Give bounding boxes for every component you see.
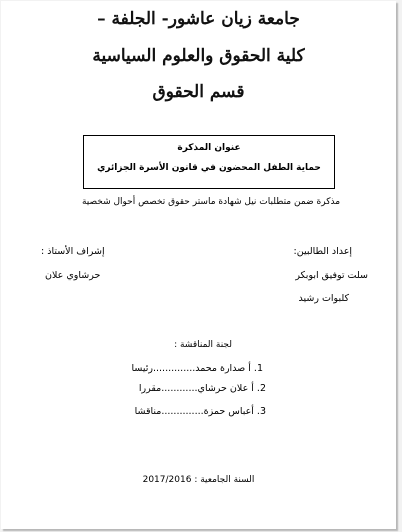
committee-member-1: 1. أ صدارة محمد..............رئيسا <box>131 363 263 374</box>
thesis-title: حماية الطفل المحضون في قانون الأسرة الجزائري <box>97 163 321 173</box>
department-name: قسم الحقوق <box>152 82 245 102</box>
authors-label: إعداد الطالبين: <box>293 246 352 257</box>
university-name: جامعة زيان عاشور- الجلفة – <box>97 9 300 29</box>
supervisor-name: حرشاوي علان <box>45 270 101 281</box>
committee-member-2: 2. أ علان حرشاي............مقررا <box>138 383 266 394</box>
thesis-purpose: مذكرة ضمن متطلبات نيل شهادة ماستر حقوق تخصص أحوال شخصية <box>81 197 341 207</box>
document-sheet <box>1 1 396 529</box>
thesis-title-box <box>83 135 335 189</box>
thesis-title-label: عنوان المذكرة <box>177 143 241 153</box>
committee-member-3: 3. أعباس حمزة..............مناقشا <box>134 406 266 417</box>
author-name-2: كلبوات رشيد <box>298 293 349 304</box>
faculty-name: كلية الحقوق والعلوم السياسية <box>92 46 305 66</box>
committee-label: لجنة المناقشة : <box>174 340 232 350</box>
author-name-1: سلت توفيق ابوبكر <box>295 270 368 281</box>
academic-year: السنة الجامعية : 2017/2016 <box>142 475 255 485</box>
supervisor-label: إشراف الأستاذ : <box>41 246 105 257</box>
